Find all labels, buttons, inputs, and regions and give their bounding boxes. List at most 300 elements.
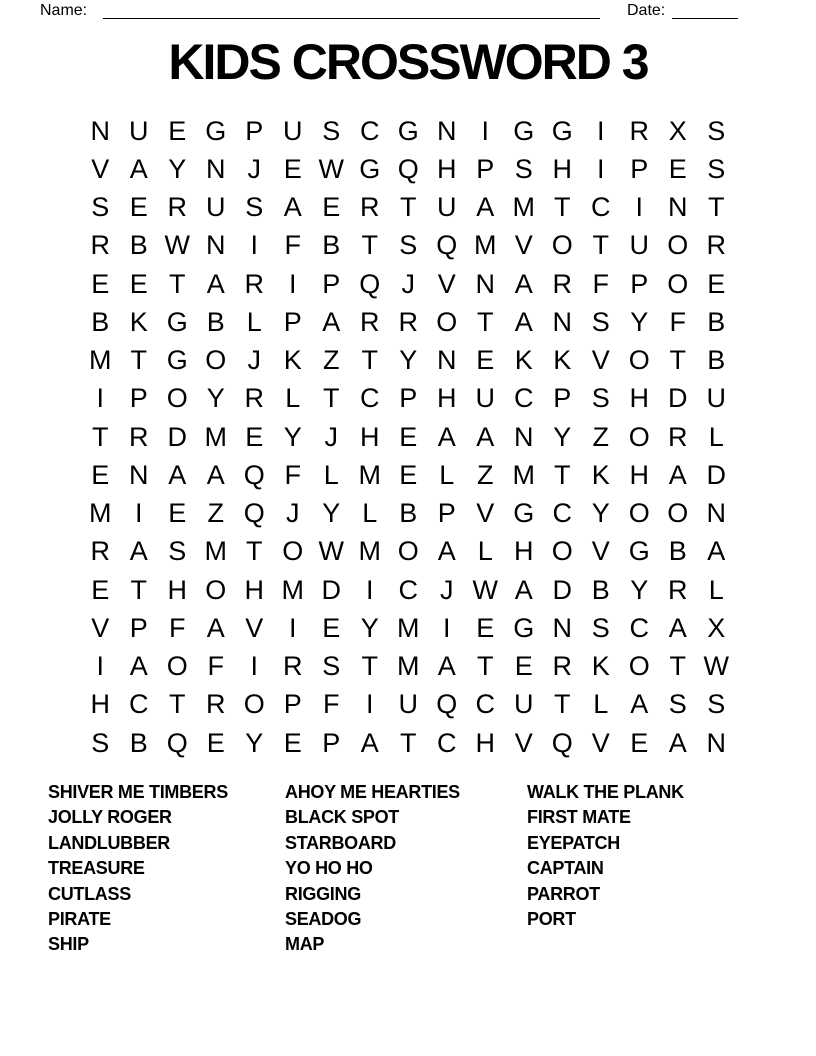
grid-letter-r5c12: A [514,268,533,299]
grid-letter-r10c14: K [591,459,610,490]
grid-letter-r16c12: U [514,689,534,720]
grid-letter-r14c14: S [591,612,610,643]
grid-letter-r3c16: N [668,192,688,223]
grid-letter-r11c17: N [706,498,726,529]
word-list-item: PARROT [527,883,600,904]
grid-letter-r2c13: H [552,153,572,184]
grid-letter-r15c7: S [322,651,341,682]
grid-letter-r6c12: A [514,306,533,337]
grid-letter-r8c3: O [166,383,188,414]
grid-letter-r2c5: J [247,153,261,184]
grid-letter-r1c15: R [629,115,649,146]
grid-letter-r12c3: S [168,536,187,567]
grid-letter-r15c10: A [437,651,456,682]
grid-letter-r7c11: E [476,345,495,376]
grid-letter-r7c6: K [283,345,302,376]
grid-letter-r15c11: T [477,651,494,682]
grid-letter-r17c3: Q [166,727,188,758]
grid-letter-r16c8: I [365,689,374,720]
grid-letter-r5c6: I [288,268,297,299]
date-label: Date: [627,2,666,19]
grid-letter-r3c8: R [360,192,380,223]
grid-letter-r16c17: S [707,689,726,720]
word-list-item: BLACK SPOT [285,807,400,828]
grid-letter-r12c8: M [358,536,381,567]
grid-letter-r3c13: T [554,192,571,223]
grid-letter-r5c1: E [91,268,110,299]
grid-letter-r17c14: V [591,727,610,758]
grid-letter-r3c17: T [708,192,725,223]
word-list-item: CAPTAIN [527,858,604,879]
word-list-column-2 [285,780,460,958]
grid-letter-r5c10: V [437,268,456,299]
date-blank-line [672,0,738,19]
word-list-item: LANDLUBBER [48,832,170,853]
grid-letter-r7c4: O [205,345,227,376]
grid-letter-r16c10: Q [436,689,458,720]
grid-letter-r2c16: E [668,153,687,184]
grid-letter-r1c6: U [283,115,303,146]
grid-letter-r17c4: E [206,727,225,758]
grid-letter-r12c17: A [707,536,726,567]
grid-letter-r2c14: I [596,153,605,184]
grid-letter-r16c11: C [475,689,495,720]
grid-letter-r16c7: F [323,689,340,720]
grid-letter-r16c5: O [243,689,265,720]
grid-letter-r12c12: H [514,536,534,567]
grid-letter-r2c15: P [630,153,649,184]
grid-letter-r9c10: A [437,421,456,452]
grid-letter-r14c13: N [552,612,572,643]
grid-letter-r3c7: E [322,192,341,223]
grid-letter-r4c2: B [129,230,148,261]
grid-letter-r11c3: E [168,498,187,529]
grid-letter-r13c5: H [244,574,264,605]
grid-letter-r2c11: P [476,153,495,184]
grid-letter-r17c17: N [706,727,726,758]
grid-letter-r16c2: C [129,689,149,720]
grid-letter-r16c14: L [593,689,609,720]
grid-letter-r3c12: M [512,192,535,223]
grid-letter-r9c17: L [708,421,724,452]
grid-letter-r4c17: R [706,230,726,261]
grid-letter-r5c11: N [475,268,495,299]
grid-letter-r9c16: R [668,421,688,452]
grid-letter-r2c9: Q [397,153,419,184]
grid-letter-r14c15: C [629,612,649,643]
grid-letter-r1c2: U [129,115,149,146]
grid-letter-r9c1: T [92,421,109,452]
word-search-grid [81,112,736,762]
grid-letter-r16c9: U [398,689,418,720]
grid-letter-r12c6: O [282,536,304,567]
grid-letter-r16c13: T [554,689,571,720]
grid-letter-r10c13: T [554,459,571,490]
grid-letter-r12c7: W [318,536,344,567]
grid-letter-r1c3: E [168,115,187,146]
grid-letter-r8c6: L [285,383,301,414]
grid-letter-r13c3: H [167,574,187,605]
grid-letter-r9c12: N [514,421,534,452]
grid-letter-r13c1: E [91,574,110,605]
grid-letter-r2c6: E [283,153,302,184]
grid-letter-r4c14: T [592,230,609,261]
grid-letter-r5c9: J [401,268,415,299]
grid-letter-r7c17: B [707,345,726,376]
word-list-column-1 [48,780,228,958]
grid-letter-r6c6: P [283,306,302,337]
grid-letter-r8c14: S [591,383,610,414]
grid-letter-r3c4: U [206,192,226,223]
grid-letter-r8c16: D [668,383,688,414]
grid-letter-r10c10: L [439,459,455,490]
grid-letter-r15c1: I [96,651,104,682]
grid-letter-r10c9: E [399,459,418,490]
grid-letter-r8c4: Y [206,383,225,414]
grid-letter-r9c8: H [360,421,380,452]
grid-letter-r15c2: A [129,651,148,682]
grid-letter-r5c3: T [169,268,186,299]
grid-letter-r4c3: W [164,230,190,261]
grid-letter-r11c9: B [399,498,418,529]
grid-letter-r11c7: Y [322,498,341,529]
grid-letter-r3c6: A [283,192,302,223]
grid-letter-r7c9: Y [399,345,418,376]
grid-letter-r14c17: X [707,612,726,643]
grid-letter-r4c11: M [474,230,497,261]
grid-letter-r15c3: O [166,651,188,682]
word-list [0,780,816,960]
grid-letter-r10c12: M [512,459,535,490]
grid-letter-r5c5: R [244,268,264,299]
grid-letter-r9c14: Z [592,421,609,452]
grid-letter-r10c15: H [629,459,649,490]
grid-letter-r9c9: E [399,421,418,452]
grid-letter-r1c4: G [205,115,227,146]
grid-letter-r12c13: O [551,536,573,567]
grid-letter-r9c11: A [476,421,495,452]
grid-letter-r16c15: A [630,689,649,720]
grid-letter-r9c7: J [324,421,338,452]
grid-letter-r14c11: E [476,612,495,643]
grid-letter-r17c9: T [400,727,417,758]
grid-letter-r13c10: J [440,574,454,605]
word-list-item: SHIVER ME TIMBERS [48,782,228,802]
grid-letter-r3c10: U [437,192,457,223]
grid-letter-r11c13: C [552,498,572,529]
grid-letter-r8c11: U [475,383,495,414]
grid-letter-r11c16: O [667,498,689,529]
grid-letter-r5c16: O [667,268,689,299]
grid-letter-r11c4: Z [207,498,224,529]
name-label: Name: [40,2,88,19]
grid-letter-r14c2: P [129,612,148,643]
grid-letter-r1c1: N [90,115,110,146]
grid-letter-r15c14: K [591,651,610,682]
grid-letter-r7c2: T [130,345,147,376]
grid-letter-r13c13: D [552,574,572,605]
grid-letter-r15c15: O [628,651,650,682]
grid-letter-r17c5: Y [245,727,264,758]
grid-letter-r6c15: Y [630,306,649,337]
grid-letter-r10c1: E [91,459,110,490]
grid-letter-r3c15: I [635,192,643,223]
grid-letter-r12c15: G [628,536,650,567]
word-list-item: EYEPATCH [527,832,620,853]
grid-letter-r2c1: V [91,153,110,184]
grid-letter-r4c7: B [322,230,341,261]
grid-letter-r11c11: V [476,498,495,529]
grid-letter-r15c17: W [703,651,729,682]
grid-letter-r1c14: I [596,115,605,146]
word-list-item: TREASURE [48,858,145,879]
grid-letter-r10c7: L [323,459,339,490]
grid-letter-r13c14: B [591,574,610,605]
grid-letter-r12c9: O [397,536,419,567]
grid-letter-r13c12: A [514,574,533,605]
grid-letter-r16c4: R [206,689,226,720]
grid-letter-r7c13: K [553,345,572,376]
grid-letter-r16c6: P [283,689,302,720]
grid-letter-r15c6: R [283,651,303,682]
grid-letter-r8c1: I [96,383,104,414]
grid-letter-r12c14: V [591,536,610,567]
grid-letter-r3c14: C [591,192,611,223]
grid-letter-r1c9: G [397,115,419,146]
grid-letter-r14c8: Y [360,612,379,643]
grid-letter-r4c9: S [399,230,418,261]
grid-letter-r17c1: S [91,727,110,758]
word-list-item: FIRST MATE [527,807,631,828]
grid-letter-r6c1: B [91,306,110,337]
grid-letter-r6c14: S [591,306,610,337]
grid-letter-r8c9: P [399,383,418,414]
grid-letter-r6c7: A [322,306,341,337]
grid-letter-r13c6: M [281,574,304,605]
grid-letter-r11c15: O [628,498,650,529]
grid-letter-r7c15: O [628,345,650,376]
word-list-item: MAP [285,934,325,955]
grid-letter-r2c4: N [206,153,226,184]
grid-letter-r3c2: E [129,192,148,223]
grid-letter-r2c2: A [129,153,148,184]
grid-letter-r14c16: A [668,612,687,643]
grid-letter-r8c7: T [323,383,340,414]
grid-letter-r5c15: P [630,268,649,299]
grid-letter-r7c1: M [89,345,112,376]
grid-letter-r14c6: I [288,612,297,643]
grid-letter-r11c5: Q [243,498,265,529]
grid-letter-r11c1: M [89,498,112,529]
name-blank-line [103,0,600,19]
grid-letter-r8c13: P [553,383,572,414]
grid-letter-r5c2: E [129,268,148,299]
grid-letter-r13c7: D [321,574,341,605]
word-list-item: PIRATE [48,908,111,929]
grid-letter-r4c8: T [361,230,378,261]
word-list-item: YO HO HO [285,858,373,879]
grid-letter-r6c17: B [707,306,726,337]
grid-letter-r8c10: H [437,383,457,414]
grid-letter-r15c4: F [207,651,224,682]
grid-letter-r17c16: A [668,727,687,758]
grid-letter-r17c15: E [630,727,649,758]
grid-letter-r7c3: G [166,345,188,376]
grid-letter-r9c13: Y [553,421,572,452]
grid-letter-r5c4: A [206,268,225,299]
grid-letter-r8c5: R [244,383,264,414]
grid-letter-r6c8: R [360,306,380,337]
grid-letter-r2c3: Y [168,153,187,184]
word-list-item: JOLLY ROGER [48,807,172,828]
grid-letter-r2c12: S [514,153,533,184]
grid-letter-r8c15: H [629,383,649,414]
grid-letter-r15c8: T [361,651,378,682]
grid-letter-r14c3: F [169,612,186,643]
word-list-item: SEADOG [285,908,362,929]
grid-letter-r6c5: L [246,306,262,337]
grid-letter-r9c15: O [628,421,650,452]
grid-letter-r15c12: E [514,651,533,682]
grid-letter-r12c1: R [90,536,110,567]
grid-letter-r17c7: P [322,727,341,758]
grid-letter-r6c11: T [477,306,494,337]
grid-letter-r1c17: S [707,115,726,146]
grid-letter-r14c10: I [442,612,451,643]
grid-letter-r3c1: S [91,192,110,223]
grid-letter-r7c8: T [361,345,378,376]
grid-letter-r5c7: P [322,268,341,299]
grid-letter-r11c6: J [286,498,300,529]
grid-letter-r4c13: O [551,230,573,261]
grid-letter-r3c9: T [400,192,417,223]
grid-letter-r12c16: B [668,536,687,567]
grid-letter-r13c16: R [668,574,688,605]
grid-letter-r7c5: J [247,345,261,376]
grid-letter-r4c6: F [284,230,301,261]
grid-letter-r15c9: M [397,651,420,682]
grid-letter-r6c16: F [669,306,686,337]
grid-letter-r17c6: E [283,727,302,758]
grid-letter-r14c7: E [322,612,341,643]
grid-letter-r17c2: B [129,727,148,758]
grid-letter-r4c10: Q [436,230,458,261]
grid-letter-r10c16: A [668,459,687,490]
grid-letter-r10c11: Z [477,459,494,490]
grid-letter-r17c11: H [475,727,495,758]
grid-letter-r1c8: C [360,115,380,146]
grid-letter-r6c10: O [436,306,458,337]
grid-letter-r10c2: N [129,459,149,490]
word-list-item: RIGGING [285,883,361,904]
grid-letter-r10c17: D [706,459,726,490]
grid-letter-r10c6: F [284,459,301,490]
grid-letter-r16c3: T [169,689,186,720]
grid-letter-r9c2: R [129,421,149,452]
word-list-item: CUTLASS [48,883,131,904]
grid-letter-r17c10: C [437,727,457,758]
grid-letter-r10c3: A [168,459,187,490]
grid-letter-r4c1: R [90,230,110,261]
grid-letter-r2c17: S [707,153,726,184]
grid-letter-r9c5: E [245,421,264,452]
grid-letter-r1c5: P [245,115,264,146]
grid-letter-r8c17: U [706,383,726,414]
grid-letter-r6c4: B [206,306,225,337]
word-list-item: PORT [527,908,576,929]
grid-letter-r15c16: T [669,651,686,682]
grid-letter-r16c16: S [668,689,687,720]
grid-letter-r5c13: R [552,268,572,299]
grid-letter-r16c1: H [90,689,110,720]
grid-letter-r12c2: A [129,536,148,567]
grid-letter-r1c7: S [322,115,341,146]
grid-letter-r11c8: L [362,498,378,529]
grid-letter-r7c14: V [591,345,610,376]
grid-letter-r12c10: A [437,536,456,567]
page-title: KIDS CROSSWORD 3 [168,34,648,90]
grid-letter-r14c1: V [91,612,110,643]
grid-letter-r9c4: M [204,421,227,452]
grid-letter-r3c11: A [476,192,495,223]
grid-letter-r7c10: N [437,345,457,376]
grid-letter-r8c2: P [129,383,148,414]
grid-letter-r13c2: T [130,574,147,605]
grid-letter-r1c13: G [551,115,573,146]
grid-letter-r4c16: O [667,230,689,261]
grid-letter-r14c12: G [513,612,535,643]
grid-letter-r11c10: P [437,498,456,529]
grid-letter-r3c3: R [167,192,187,223]
grid-letter-r8c8: C [360,383,380,414]
grid-letter-r13c15: Y [630,574,649,605]
grid-letter-r8c12: C [514,383,534,414]
grid-letter-r6c9: R [398,306,418,337]
grid-letter-r11c14: Y [591,498,610,529]
grid-letter-r4c5: I [250,230,258,261]
grid-letter-r2c10: H [437,153,457,184]
grid-letter-r14c5: V [245,612,264,643]
grid-letter-r5c8: Q [359,268,381,299]
word-list-item: STARBOARD [285,832,396,853]
grid-letter-r2c7: W [318,153,344,184]
word-list-column-3 [527,780,684,932]
grid-letter-r17c12: V [514,727,533,758]
grid-letter-r15c5: I [250,651,258,682]
grid-letter-r10c4: A [206,459,225,490]
grid-letter-r6c13: N [552,306,572,337]
word-list-item: AHOY ME HEARTIES [285,782,460,802]
grid-letter-r13c11: W [472,574,498,605]
grid-letter-r13c17: L [708,574,724,605]
grid-letter-r10c8: M [358,459,381,490]
grid-letter-r4c15: U [629,230,649,261]
grid-letter-r7c16: T [669,345,686,376]
grid-letter-r11c2: I [134,498,143,529]
grid-letter-r7c12: K [514,345,533,376]
grid-letter-r3c5: S [245,192,264,223]
grid-letter-r12c4: M [204,536,227,567]
grid-letter-r9c6: Y [283,421,302,452]
grid-letter-r1c12: G [513,115,535,146]
grid-letter-r14c9: M [397,612,420,643]
grid-letter-r10c5: Q [243,459,265,490]
grid-letter-r9c3: D [167,421,187,452]
grid-letter-r1c11: I [481,115,489,146]
grid-letter-r12c5: T [246,536,263,567]
grid-letter-r12c11: L [477,536,493,567]
grid-letter-r6c2: K [129,306,148,337]
